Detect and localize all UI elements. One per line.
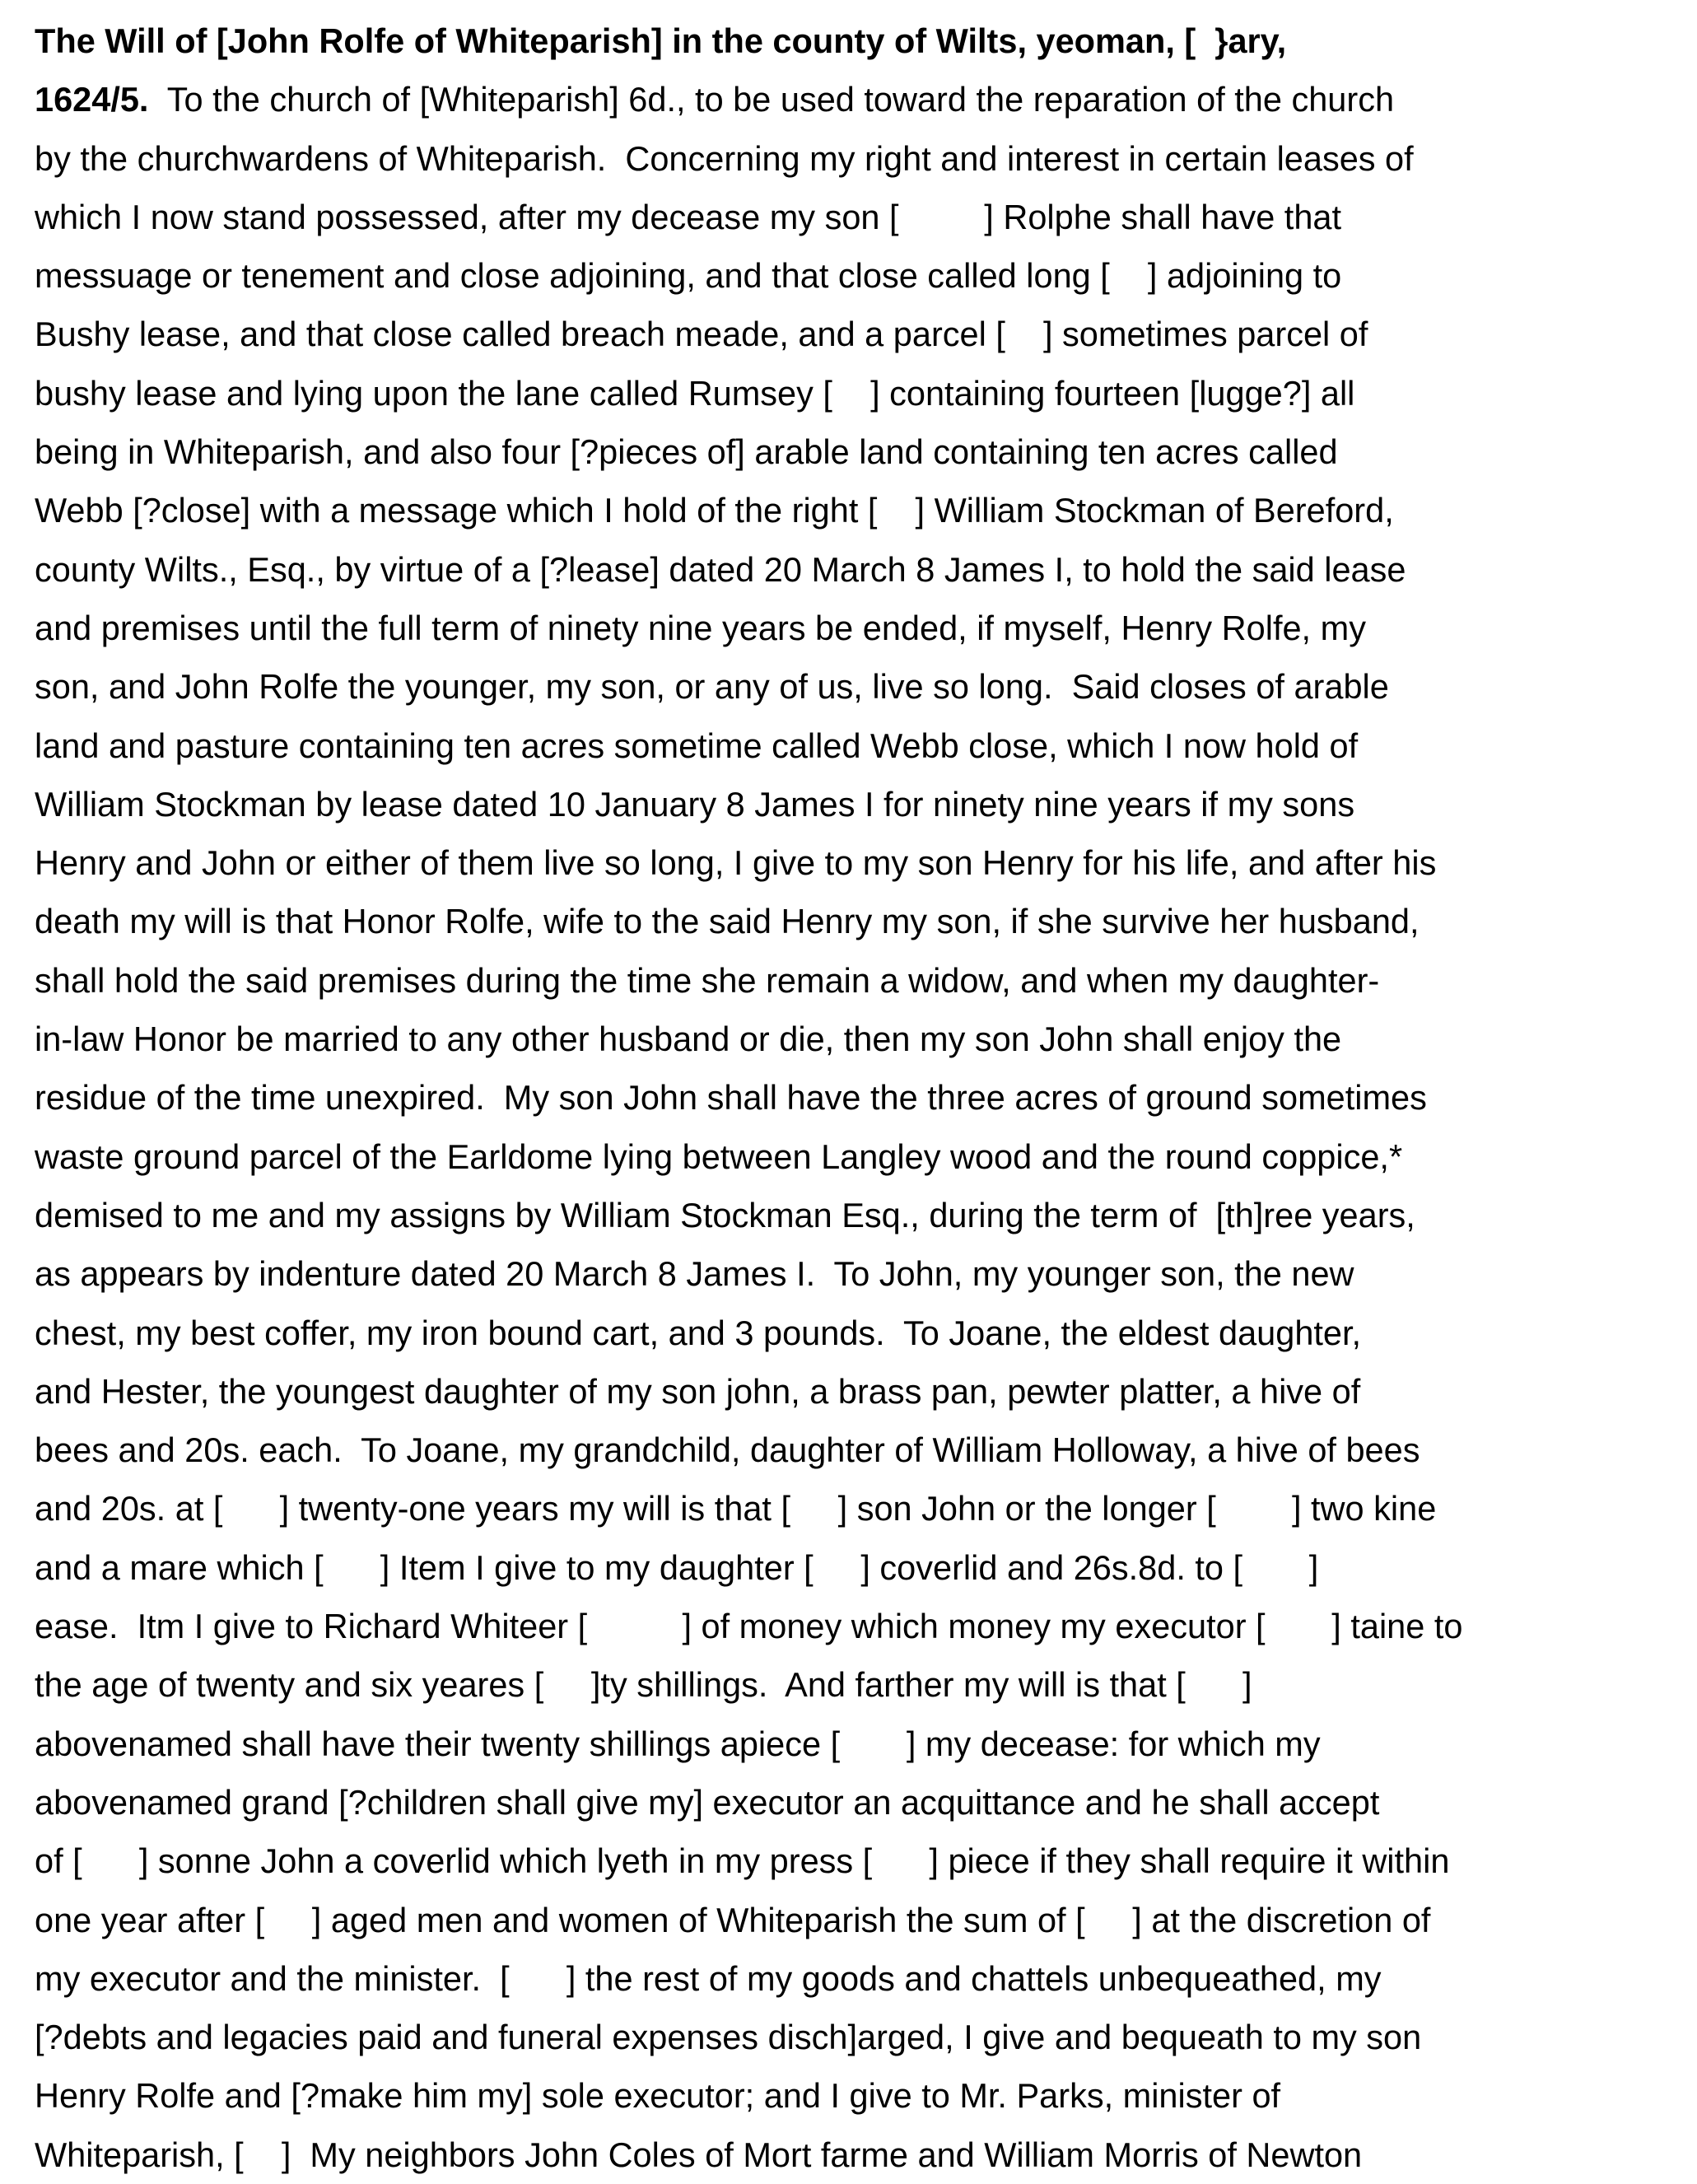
will-text-line-2-body: To the church of [Whiteparish] 6d., to be used toward the reparation of the church [166,80,1395,119]
will-text-line: the age of twenty and six yeares [ ]ty shillings. And farther my will is that [ ] [35,1665,1252,1705]
will-text-line: death my will is that Honor Rolfe, wife to the said Henry my son, if she survive her husband, [35,902,1420,941]
will-text-line: Henry Rolfe and [?make him my] sole executor; and I give to Mr. Parks, minister of [35,2076,1281,2116]
will-text-line: as appears by indenture dated 20 March 8 James I. To John, my younger son, the new [35,1254,1354,1294]
will-text-line: and premises until the full term of ninety nine years be ended, if myself, Henry Rolfe, my [35,608,1366,647]
will-text-line: shall hold the said premises during the time she remain a widow, and when my daughter- [35,960,1380,1000]
will-heading-date: 1624/5. [35,80,149,119]
will-text-line: by the churchwardens of Whiteparish. Concerning my right and interest in certain leases of [35,138,1414,178]
will-text-line: Webb [?close] with a message which I hold of the right [ ] William Stockman of Bereford, [35,491,1394,530]
will-text-line: in-law Honor be married to any other husband or die, then my son John shall enjoy the [35,1020,1342,1059]
will-text-line: and 20s. at [ ] twenty-one years my will is that [ ] son John or the longer [ ] two kine [35,1489,1437,1528]
will-text-line: land and pasture containing ten acres sometime called Webb close, which I now hold of [35,726,1359,765]
will-text-line: abovenamed grand [?children shall give my] executor an acquittance and he shall accept [35,1782,1380,1822]
will-text-line: of [ ] sonne John a coverlid which lyeth in my press [ ] piece if they shall require it within [35,1841,1450,1881]
will-text-line: waste ground parcel of the Earldome lying between Langley wood and the round coppice,* [35,1136,1403,1176]
will-text-line: which I now stand possessed, after my decease my son [ ] Rolphe shall have that [35,197,1342,236]
will-text-line: ease. Itm I give to Richard Whiteer [ ] of money which money my executor [ ] taine to [35,1607,1463,1646]
will-text-line-2 [35,70,1664,128]
will-text-line: county Wilts., Esq., by virtue of a [?lease] dated 20 March 8 James I, to hold the said lease [35,549,1406,589]
will-text-line: my executor and the minister. [ ] the rest of my goods and chattels unbequeathed, my [35,1958,1382,1998]
will-text-line: William Stockman by lease dated 10 January 8 James I for ninety nine years if my sons [35,784,1355,824]
will-text-line: chest, my best coffer, my iron bound cart, and 3 pounds. To Joane, the eldest daughter, [35,1313,1362,1352]
will-text-line: and a mare which [ ] Item I give to my daughter [ ] coverlid and 26s.8d. to [ ] [35,1547,1319,1587]
will-text-line: Whiteparish, [ ] My neighbors John Coles of Mort farme and William Morris of Newton [35,2135,1363,2174]
will-heading-line-1: The Will of [John Rolfe of Whiteparish] in the county of Wilts, yeoman, [ }ary, [35,21,1287,60]
will-text-line: Bushy lease, and that close called breach meade, and a parcel [ ] sometimes parcel of [35,315,1368,354]
will-text-line: demised to me and my assigns by William Stockman Esq., during the term of [th]ree years, [35,1195,1415,1234]
will-text-line: messuage or tenement and close adjoining, and that close called long [ ] adjoining to [35,256,1342,296]
will-text-line: one year after [ ] aged men and women of Whiteparish the sum of [ ] at the discretion of [35,1900,1431,1939]
will-text-line: residue of the time unexpired. My son John shall have the three acres of ground sometimes [35,1078,1427,1118]
will-text-line: bushy lease and lying upon the lane called Rumsey [ ] containing fourteen [lugge?] all [35,373,1355,413]
will-text-line: bees and 20s. each. To Joane, my grandchild, daughter of William Holloway, a hive of bees [35,1430,1420,1470]
will-text-line: Henry and John or either of them live so long, I give to my son Henry for his life, and after his [35,843,1437,883]
will-text-line: abovenamed shall have their twenty shillings apiece [ ] my decease: for which my [35,1724,1321,1763]
will-text-line: and Hester, the youngest daughter of my son john, a brass pan, pewter platter, a hive of [35,1371,1361,1411]
will-text-line: being in Whiteparish, and also four [?pieces of] arable land containing ten acres called [35,432,1338,472]
will-text-line: [?debts and legacies paid and funeral expenses disch]arged, I give and bequeath to my son [35,2018,1422,2057]
will-text-line: son, and John Rolfe the younger, my son, or any of us, live so long. Said closes of arable [35,667,1389,707]
will-transcription-text [35,12,1664,2184]
